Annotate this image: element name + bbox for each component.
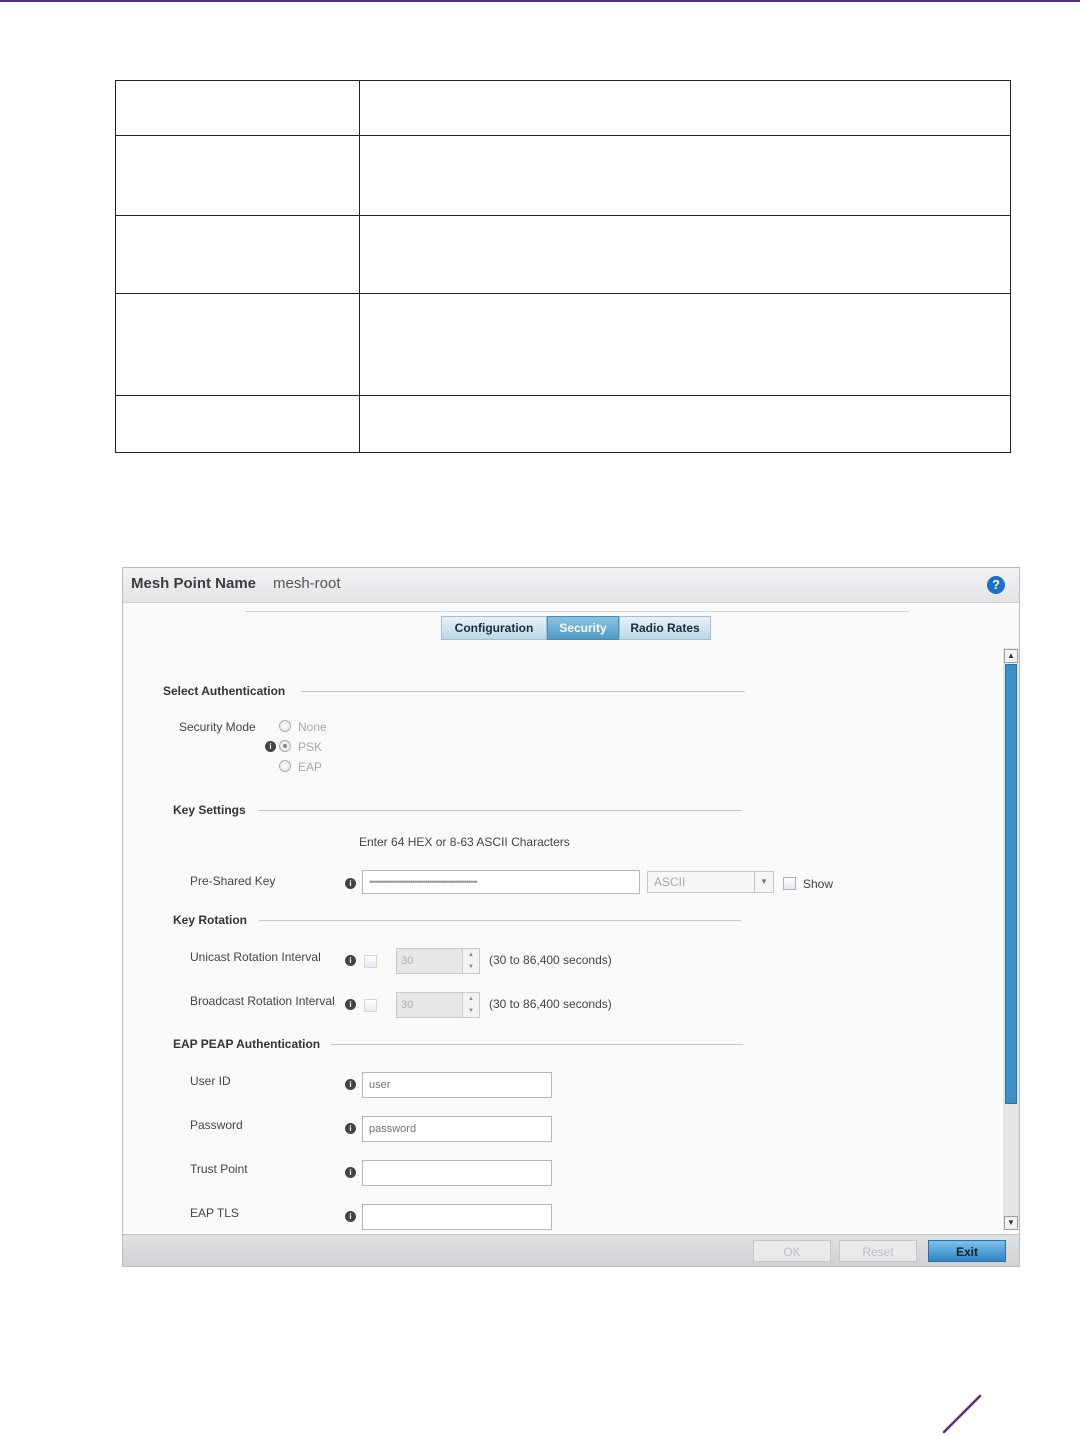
show-key-label: Show — [803, 877, 834, 891]
broadcast-range-text: (30 to 86,400 seconds) — [489, 997, 612, 1011]
tab-configuration[interactable]: Configuration — [441, 616, 547, 640]
table-cell — [360, 136, 1011, 216]
eap-peap-heading: EAP PEAP Authentication — [173, 1037, 321, 1051]
key-rotation-heading: Key Rotation — [173, 913, 248, 927]
table-cell — [116, 136, 360, 216]
info-icon[interactable]: i — [345, 1211, 356, 1222]
tab-security[interactable]: Security — [547, 616, 619, 640]
info-icon[interactable]: i — [345, 878, 356, 889]
spin-down-icon[interactable]: ▼ — [468, 1008, 474, 1014]
scroll-down-icon[interactable]: ▼ — [1004, 1216, 1018, 1230]
broadcast-rotation-label: Broadcast Rotation Interval — [190, 994, 335, 1008]
chevron-down-icon[interactable]: ▼ — [754, 872, 773, 892]
spinner-icon[interactable] — [462, 993, 479, 1017]
table-cell — [360, 216, 1011, 294]
user-id-label: User ID — [190, 1074, 231, 1088]
radio-security-none[interactable] — [279, 720, 291, 732]
pre-shared-key-label: Pre-Shared Key — [190, 874, 276, 888]
key-format-value: ASCII — [654, 875, 686, 889]
table-row — [116, 216, 1011, 294]
show-key-checkbox[interactable] — [783, 877, 796, 890]
spinner-icon[interactable] — [462, 949, 479, 973]
info-icon[interactable]: i — [345, 1123, 356, 1134]
mesh-point-name-label: Mesh Point Name — [131, 575, 257, 592]
unicast-rotation-stepper[interactable] — [396, 948, 480, 974]
mesh-point-security-dialog — [122, 567, 1020, 1267]
info-icon[interactable]: i — [345, 1079, 356, 1090]
tab-radio-rates[interactable]: Radio Rates — [619, 616, 711, 640]
eap-tls-input[interactable] — [362, 1204, 552, 1230]
parameter-table — [115, 80, 1011, 453]
spin-up-icon[interactable]: ▲ — [468, 952, 474, 958]
key-settings-heading: Key Settings — [173, 803, 246, 817]
section-divider — [259, 810, 741, 811]
unicast-rotation-value: 30 — [401, 955, 414, 967]
radio-security-psk[interactable] — [279, 740, 291, 752]
psk-hint-text: Enter 64 HEX or 8-63 ASCII Characters — [359, 835, 570, 849]
mesh-point-name-value: mesh-root — [273, 575, 341, 592]
reset-button[interactable]: Reset — [839, 1240, 917, 1262]
pre-shared-key-input[interactable] — [362, 870, 640, 894]
eap-tls-label: EAP TLS — [190, 1206, 239, 1220]
page-corner-slash-icon — [938, 1392, 986, 1436]
dialog-titlebar — [123, 568, 1019, 603]
broadcast-rotation-stepper[interactable] — [396, 992, 480, 1018]
broadcast-rotation-checkbox[interactable] — [364, 999, 377, 1012]
table-cell — [116, 294, 360, 396]
security-mode-label: Security Mode — [179, 720, 256, 734]
table-row — [116, 136, 1011, 216]
table-cell — [360, 396, 1011, 453]
info-icon[interactable]: i — [345, 955, 356, 966]
radio-none-label: None — [298, 720, 327, 734]
table-cell — [116, 81, 360, 136]
unicast-rotation-checkbox[interactable] — [364, 955, 377, 968]
table-cell — [360, 81, 1011, 136]
password-label: Password — [190, 1118, 243, 1132]
help-icon[interactable]: ? — [987, 576, 1005, 594]
top-rule — [0, 0, 1080, 2]
tabs-divider — [245, 611, 909, 612]
ok-button[interactable]: OK — [753, 1240, 831, 1262]
scroll-up-icon[interactable]: ▲ — [1004, 649, 1018, 663]
radio-psk-label: PSK — [298, 740, 323, 754]
radio-eap-label: EAP — [298, 760, 323, 774]
radio-security-eap[interactable] — [279, 760, 291, 772]
password-input[interactable] — [362, 1116, 552, 1142]
table-row — [116, 294, 1011, 396]
select-authentication-heading: Select Authentication — [163, 684, 286, 698]
section-divider — [331, 1044, 743, 1045]
info-icon[interactable]: i — [345, 1167, 356, 1178]
section-divider — [259, 920, 741, 921]
broadcast-rotation-value: 30 — [401, 999, 414, 1011]
dialog-button-bar — [123, 1234, 1019, 1267]
info-icon[interactable]: i — [345, 999, 356, 1010]
unicast-rotation-label: Unicast Rotation Interval — [190, 950, 321, 964]
info-icon[interactable]: i — [265, 741, 276, 752]
table-row — [116, 396, 1011, 453]
table-cell — [116, 216, 360, 294]
exit-button[interactable]: Exit — [928, 1240, 1006, 1262]
scrollbar-thumb[interactable] — [1005, 664, 1017, 1104]
table-cell — [360, 294, 1011, 396]
trust-point-label: Trust Point — [190, 1162, 248, 1176]
table-row — [116, 81, 1011, 136]
unicast-range-text: (30 to 86,400 seconds) — [489, 953, 612, 967]
key-format-select[interactable] — [647, 871, 774, 893]
section-divider — [301, 691, 745, 692]
trust-point-input[interactable] — [362, 1160, 552, 1186]
user-id-input[interactable] — [362, 1072, 552, 1098]
spin-up-icon[interactable]: ▲ — [468, 996, 474, 1002]
spin-down-icon[interactable]: ▼ — [468, 964, 474, 970]
table-cell — [116, 396, 360, 453]
